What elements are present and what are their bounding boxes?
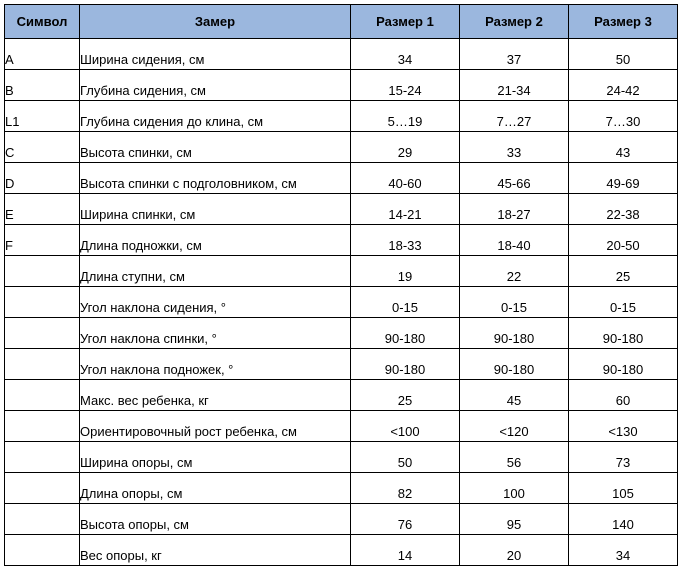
cell-size-2: 90-180 <box>460 349 569 380</box>
cell-size-1: 34 <box>351 39 460 70</box>
cell-symbol <box>5 504 80 535</box>
cell-symbol: B <box>5 70 80 101</box>
cell-size-1: 25 <box>351 380 460 411</box>
cell-symbol <box>5 256 80 287</box>
cell-size-3: 25 <box>569 256 678 287</box>
cell-measure: Высота спинки, см <box>80 132 351 163</box>
cell-size-3: 0-15 <box>569 287 678 318</box>
table-row <box>5 380 678 411</box>
cell-size-1: 5…19 <box>351 101 460 132</box>
cell-size-2: 90-180 <box>460 318 569 349</box>
table-row <box>5 163 678 194</box>
table-row <box>5 39 678 70</box>
cell-measure: Макс. вес ребенка, кг <box>80 380 351 411</box>
cell-symbol: E <box>5 194 80 225</box>
cell-size-2: 56 <box>460 442 569 473</box>
cell-size-1: 76 <box>351 504 460 535</box>
header-measure: Замер <box>80 5 351 39</box>
table-row <box>5 504 678 535</box>
cell-symbol <box>5 411 80 442</box>
cell-size-1: 15-24 <box>351 70 460 101</box>
cell-size-1: 0-15 <box>351 287 460 318</box>
cell-size-2: 18-27 <box>460 194 569 225</box>
table-row <box>5 256 678 287</box>
cell-measure: Высота опоры, см <box>80 504 351 535</box>
cell-symbol: F <box>5 225 80 256</box>
size-specification-table <box>4 4 678 566</box>
cell-size-2: 37 <box>460 39 569 70</box>
cell-measure: Длина опоры, см <box>80 473 351 504</box>
cell-size-3: 22-38 <box>569 194 678 225</box>
cell-size-3: 24-42 <box>569 70 678 101</box>
cell-measure: Угол наклона подножек, ° <box>80 349 351 380</box>
cell-symbol <box>5 473 80 504</box>
cell-size-2: 7…27 <box>460 101 569 132</box>
table-row <box>5 101 678 132</box>
cell-size-1: 90-180 <box>351 318 460 349</box>
cell-measure: Глубина сидения, см <box>80 70 351 101</box>
cell-size-2: 33 <box>460 132 569 163</box>
cell-size-2: 95 <box>460 504 569 535</box>
cell-symbol: A <box>5 39 80 70</box>
cell-size-1: <100 <box>351 411 460 442</box>
table-row <box>5 349 678 380</box>
cell-size-1: 18-33 <box>351 225 460 256</box>
cell-size-3: 140 <box>569 504 678 535</box>
cell-size-2: 45-66 <box>460 163 569 194</box>
cell-size-3: 50 <box>569 39 678 70</box>
cell-size-1: 14 <box>351 535 460 566</box>
header-row <box>5 5 678 39</box>
table-row <box>5 287 678 318</box>
cell-size-2: 18-40 <box>460 225 569 256</box>
table-row <box>5 442 678 473</box>
table-row <box>5 194 678 225</box>
table-row <box>5 535 678 566</box>
cell-size-1: 14-21 <box>351 194 460 225</box>
header-size-3: Размер 3 <box>569 5 678 39</box>
cell-size-1: 90-180 <box>351 349 460 380</box>
cell-size-1: 19 <box>351 256 460 287</box>
cell-size-2: 45 <box>460 380 569 411</box>
table-row <box>5 225 678 256</box>
cell-size-2: 0-15 <box>460 287 569 318</box>
cell-symbol <box>5 380 80 411</box>
table-header <box>5 5 678 39</box>
cell-size-3: 20-50 <box>569 225 678 256</box>
cell-measure: Высота спинки с подголовником, см <box>80 163 351 194</box>
cell-size-3: 60 <box>569 380 678 411</box>
cell-size-2: 21-34 <box>460 70 569 101</box>
cell-size-2: <120 <box>460 411 569 442</box>
cell-size-3: 90-180 <box>569 349 678 380</box>
cell-size-3: 90-180 <box>569 318 678 349</box>
cell-symbol: L1 <box>5 101 80 132</box>
cell-symbol: C <box>5 132 80 163</box>
cell-size-1: 40-60 <box>351 163 460 194</box>
cell-size-3: 105 <box>569 473 678 504</box>
cell-measure: Угол наклона сидения, ° <box>80 287 351 318</box>
cell-size-3: 43 <box>569 132 678 163</box>
cell-measure: Ориентировочный рост ребенка, см <box>80 411 351 442</box>
cell-measure: Длина ступни, см <box>80 256 351 287</box>
cell-measure: Вес опоры, кг <box>80 535 351 566</box>
cell-measure: Ширина опоры, см <box>80 442 351 473</box>
header-size-1: Размер 1 <box>351 5 460 39</box>
cell-size-1: 50 <box>351 442 460 473</box>
header-symbol: Символ <box>5 5 80 39</box>
header-size-2: Размер 2 <box>460 5 569 39</box>
table-row <box>5 318 678 349</box>
cell-size-3: 49-69 <box>569 163 678 194</box>
cell-size-2: 100 <box>460 473 569 504</box>
cell-size-3: 34 <box>569 535 678 566</box>
table-row <box>5 473 678 504</box>
cell-measure: Ширина спинки, см <box>80 194 351 225</box>
cell-size-1: 29 <box>351 132 460 163</box>
cell-symbol: D <box>5 163 80 194</box>
cell-symbol <box>5 535 80 566</box>
cell-measure: Глубина сидения до клина, см <box>80 101 351 132</box>
cell-symbol <box>5 318 80 349</box>
table-body <box>5 39 678 566</box>
cell-size-3: 7…30 <box>569 101 678 132</box>
cell-symbol <box>5 349 80 380</box>
cell-measure: Длина подножки, см <box>80 225 351 256</box>
table-row <box>5 132 678 163</box>
cell-measure: Ширина сидения, см <box>80 39 351 70</box>
table-row <box>5 70 678 101</box>
cell-size-3: <130 <box>569 411 678 442</box>
cell-symbol <box>5 287 80 318</box>
cell-size-3: 73 <box>569 442 678 473</box>
cell-size-2: 22 <box>460 256 569 287</box>
cell-size-2: 20 <box>460 535 569 566</box>
cell-measure: Угол наклона спинки, ° <box>80 318 351 349</box>
table-row <box>5 411 678 442</box>
cell-symbol <box>5 442 80 473</box>
cell-size-1: 82 <box>351 473 460 504</box>
